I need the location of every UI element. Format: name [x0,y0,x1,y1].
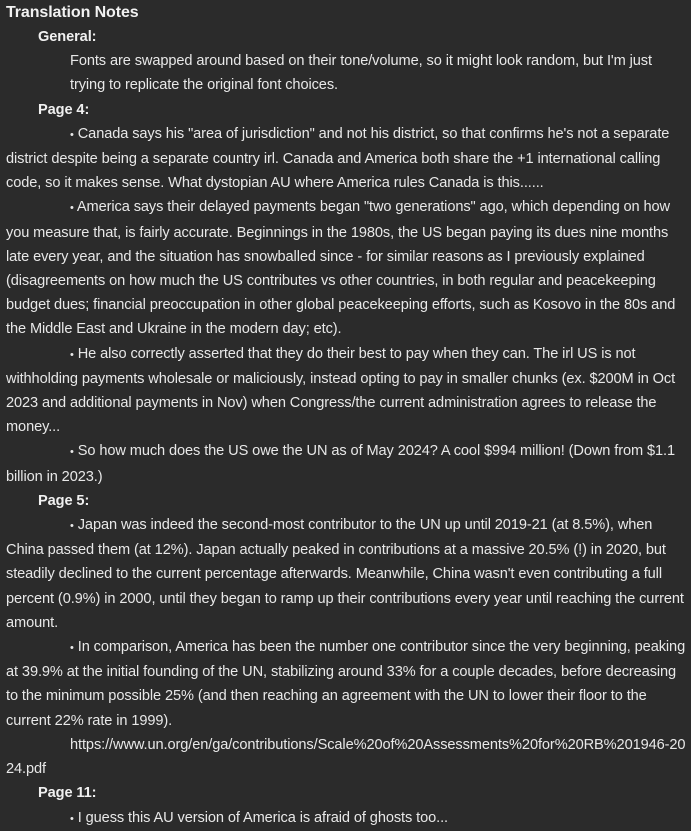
bullet-icon: • [70,446,74,459]
page-11-note [6,806,687,831]
section-heading-page-11: Page 11: [38,785,97,802]
note-text: So how much does the US owe the UN as of May 2024? A cool $994 million! (Down from $1.1 billion in 2023.) [6,443,675,485]
page-5-note [6,635,687,733]
section-heading-general: General: [38,29,97,45]
document-title: Translation Notes [6,4,139,21]
page-5-note [6,513,687,635]
note-text: He also correctly asserted that they do their best to pay when they can. The irl US is not withholding payments wholesale or maliciously, instead opting to pay in smaller chunks (ex. $200M in Oct 2023 and additional payments in Nov) when Congress/the current administration agrees to release the money... [6,345,676,436]
section-heading-page-5: Page 5: [38,492,90,509]
note-text: America says their delayed payments began "two generations" ago, which depending on how you measure that, is fairly accurate. Beginnings in the 1980s, the US began paying its dues nine months late every year, and the situation has snowballed since - for similar reasons as I previously explained (disagreements on how much the US contributes vs other countries, in both regular and peacekeeping budget dues; financial preoccupation in other global peacekeeping efforts, such as Kosovo in the 80s and the Middle East and Ukraine in the modern day; etc). [6,199,676,338]
bullet-icon: • [70,128,74,141]
page-4-note [6,439,687,488]
general-note: Fonts are swapped around based on their tone/volume, so it might look random, but I'm just trying to replicate the original font choices. [70,53,652,94]
bullet-icon: • [70,520,74,533]
bullet-icon: • [70,348,74,361]
note-text: Japan was indeed the second-most contributor to the UN up until 2019-21 (at 8.5%), when China passed them (at 12%). Japan actually peaked in contributions at a massive 20.5% (!) in 2020, but steadily declined to the current percentage afterwards. Meanwhile, China wasn't even contributing a full percent (0.9%) in 2000, until they began to ramp up their contributions every year until reaching the current amount. [6,517,684,631]
page-4-note [6,342,687,440]
page-4-note [6,195,687,341]
bullet-icon: • [70,202,74,215]
section-heading-page-4: Page 4: [38,101,90,118]
source-link[interactable]: https://www.un.org/en/ga/contributions/Scale%20of%20Assessments%20for%20RB%201946-2024.pdf [6,736,686,778]
bullet-icon: • [70,642,74,655]
page-4-note [6,122,687,196]
note-text: In comparison, America has been the number one contributor since the very beginning, peaking at 39.9% at the initial founding of the UN, stabilizing around 33% for a couple decades, before decreasing to the minimum possible 25% (and then reaching an agreement with the UN to lower their floor to the current 22% rate in 1999). [6,639,686,729]
bullet-icon: • [70,812,74,825]
note-text: Canada says his "area of jurisdiction" and not his district, so that confirms he's not a separate district despite being a separate country irl. Canada and America both share the +1 international calling code, so it makes sense. What dystopian AU where America rules Canada is this...... [6,125,670,192]
note-text: I guess this AU version of America is afraid of ghosts too... [77,809,449,826]
